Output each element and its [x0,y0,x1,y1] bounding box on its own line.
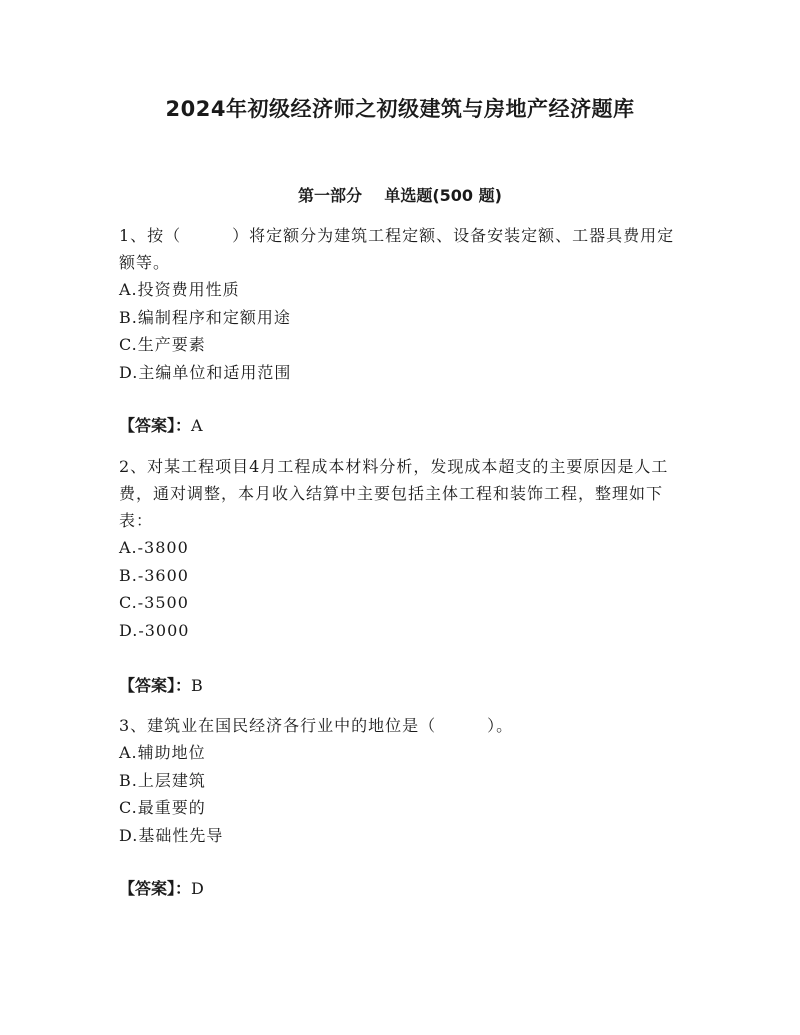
question-stem: 2、对某工程项目4月工程成本材料分析，发现成本超支的主要原因是人工费，通对调整，本月收入结算中主要包括主体工程和装饰工程，整理如下表： [119,457,669,530]
option-d: D.主编单位和适用范围 [119,362,292,382]
question-stem: 3、建筑业在国民经济各行业中的地位是（ ）。 [119,716,514,735]
option-d: D.-3000 [119,620,190,640]
question-1 [119,222,689,386]
answer-label: 【答案】： [119,879,192,898]
option-c: C.-3500 [119,593,189,612]
answer-value: B [191,676,203,695]
option-b: B.编制程序和定额用途 [119,307,291,327]
answer-2 [119,674,203,698]
option-list [119,534,689,644]
answer-label: 【答案】： [119,416,192,435]
option-b: B.上层建筑 [119,770,206,790]
option-a: A.-3800 [119,538,189,557]
option-c: C.最重要的 [119,798,206,817]
option-list [119,739,689,849]
option-a: A.投资费用性质 [119,280,240,299]
answer-label: 【答案】： [119,676,192,695]
option-a: A.辅助地位 [119,743,206,762]
answer-1 [119,414,203,438]
answer-value: A [191,416,203,435]
section-title: 第一部分 单选题(500 题) [298,186,502,205]
option-b: B.-3600 [119,565,189,585]
document-title: 2024年初级经济师之初级建筑与房地产经济题库 [165,97,635,121]
answer-value: D [191,879,204,898]
answer-3 [119,877,204,901]
question-stem: 1、按（ ）将定额分为建筑工程定额、设备安装定额、工器具费用定额等。 [119,226,675,272]
option-d: D.基础性先导 [119,825,224,845]
option-c: C.生产要素 [119,335,206,354]
question-2 [119,453,689,644]
option-list [119,276,689,386]
question-3 [119,712,689,849]
